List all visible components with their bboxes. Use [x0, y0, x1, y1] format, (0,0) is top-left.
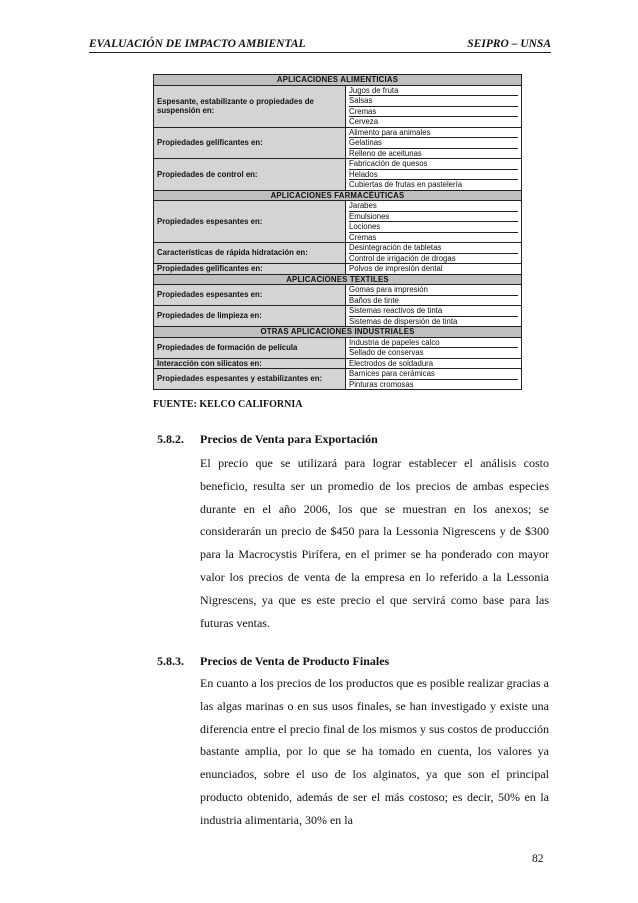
- section-title: Precios de Venta para Exportación: [200, 432, 378, 446]
- application-value: Control de irrigación de drogas: [349, 253, 456, 263]
- values-cell: [346, 337, 522, 358]
- table-section-title: APLICACIONES ALIMENTICIAS: [154, 75, 522, 86]
- application-value: Industria de papeles calco: [349, 338, 518, 349]
- table-section-title: APLICACIONES TEXTILES: [154, 274, 522, 285]
- application-value: Salsas: [349, 96, 518, 107]
- values-cell: [346, 264, 522, 275]
- page-number: 82: [532, 853, 544, 865]
- values-cell: [346, 285, 522, 306]
- application-value: Emulsiones: [349, 212, 518, 223]
- values-cell: [346, 159, 522, 191]
- values-cell: [346, 306, 522, 327]
- header-left-title: EVALUACIÓN DE IMPACTO AMBIENTAL: [89, 38, 306, 50]
- property-cell: Propiedades espesantes en:: [154, 201, 346, 243]
- values-cell: [346, 127, 522, 159]
- applications-table: [153, 74, 522, 390]
- section-paragraph: El precio que se utilizará para lograr establecer el análisis costo beneficio, resulta ser un promedio de los precios de ambas especies durante en el año 2006, los que se muestran en los anexos; se considerarán un precio de $450 para la Lessonia Nigrescens y de $300 para la Macrocystis Pirífera, en el primer se ha ponderado con mayor valor los precios de venta de la empresa en lo referido a la Lessonia Nigrescens, ya que es este precio el que servirá como base para las futuras ventas.: [200, 456, 549, 630]
- table-row: [154, 337, 522, 358]
- section-5-8-3: [157, 654, 549, 832]
- application-value: Baños de tinte: [349, 295, 399, 305]
- property-cell: Propiedades espesantes en:: [154, 285, 346, 306]
- section-heading: [157, 654, 549, 669]
- section-number: 5.8.3.: [157, 654, 184, 668]
- property-cell: Espesante, estabilizante o propiedades de suspensión en:: [154, 85, 346, 127]
- application-value: Sistemas de dispersión de tinta: [349, 316, 458, 326]
- application-value: Cremas: [349, 107, 518, 118]
- property-cell: Propiedades de limpieza en:: [154, 306, 346, 327]
- table-row: [154, 85, 522, 127]
- property-cell: Propiedades de control en:: [154, 159, 346, 191]
- application-value: Polvos de impresión dental: [349, 264, 443, 273]
- application-value: Barnices para cerámicas: [349, 369, 518, 380]
- values-cell: [346, 201, 522, 243]
- application-value: Relleno de aceitunas: [349, 148, 422, 158]
- application-value: Lociones: [349, 222, 518, 233]
- application-value: Jugos de fruta: [349, 86, 518, 97]
- application-value: Fabricación de quesos: [349, 159, 518, 170]
- application-value: Cremas: [349, 232, 377, 242]
- application-value: Gomas para impresión: [349, 285, 518, 296]
- header-right-title: SEIPRO – UNSA: [467, 38, 551, 50]
- table-row: [154, 159, 522, 191]
- table-row: [154, 243, 522, 264]
- values-cell: [346, 358, 522, 369]
- property-cell: Propiedades gelificantes en:: [154, 264, 346, 275]
- application-value: Gelatinas: [349, 138, 518, 149]
- table-row: [154, 369, 522, 390]
- application-value: Cerveza: [349, 117, 379, 126]
- application-value: Desintegración de tabletas: [349, 243, 518, 254]
- section-heading: [157, 432, 549, 447]
- property-cell: Propiedades espesantes y estabilizantes en:: [154, 369, 346, 390]
- values-cell: [346, 85, 522, 127]
- table-section-title: APLICACIONES FARMACÉUTICAS: [154, 190, 522, 201]
- application-value: Pinturas cromosas: [349, 379, 414, 389]
- section-title: Precios de Venta de Producto Finales: [200, 654, 390, 668]
- section-paragraph: En cuanto a los precios de los productos que es posible realizar gracias a las algas marinas o en sus usos finales, se han investigado y existe una diferencia entre el precio final de los mismos y sus costos de producción bastante amplia, por lo que se ha tomado en cuenta, los valores ya enunciados, sobre el uso de los alginatos, ya que son el principal producto obtenido, además de ser el más costoso; es decir, 50% en la industria alimentaria, 30% en la: [200, 676, 549, 827]
- values-cell: [346, 369, 522, 390]
- section-number: 5.8.2.: [157, 432, 184, 446]
- table-row: [154, 264, 522, 275]
- application-value: Cubiertas de frutas en pastelería: [349, 180, 463, 189]
- page-header: [89, 38, 551, 53]
- table-row: [154, 127, 522, 159]
- property-cell: Propiedades gelificantes en:: [154, 127, 346, 159]
- application-value: Electrodos de soldadura: [349, 358, 434, 368]
- application-value: Sistemas reactivos de tinta: [349, 306, 518, 317]
- table-source: FUENTE: KELCO CALIFORNIA: [153, 399, 303, 410]
- values-cell: [346, 243, 522, 264]
- property-cell: Propiedades de formación de película: [154, 337, 346, 358]
- table-row: [154, 358, 522, 369]
- application-value: Helados: [349, 170, 518, 181]
- application-value: Alimento para animales: [349, 128, 518, 139]
- table-row: [154, 306, 522, 327]
- table-row: [154, 285, 522, 306]
- property-cell: Interacción con silicatos en:: [154, 358, 346, 369]
- table-section-title: OTRAS APLICACIONES INDUSTRIALES: [154, 327, 522, 338]
- table-row: [154, 201, 522, 243]
- property-cell: Características de rápida hidratación en:: [154, 243, 346, 264]
- application-value: Jarabes: [349, 201, 518, 212]
- application-value: Sellado de conservas: [349, 348, 424, 357]
- section-5-8-2: [157, 432, 549, 634]
